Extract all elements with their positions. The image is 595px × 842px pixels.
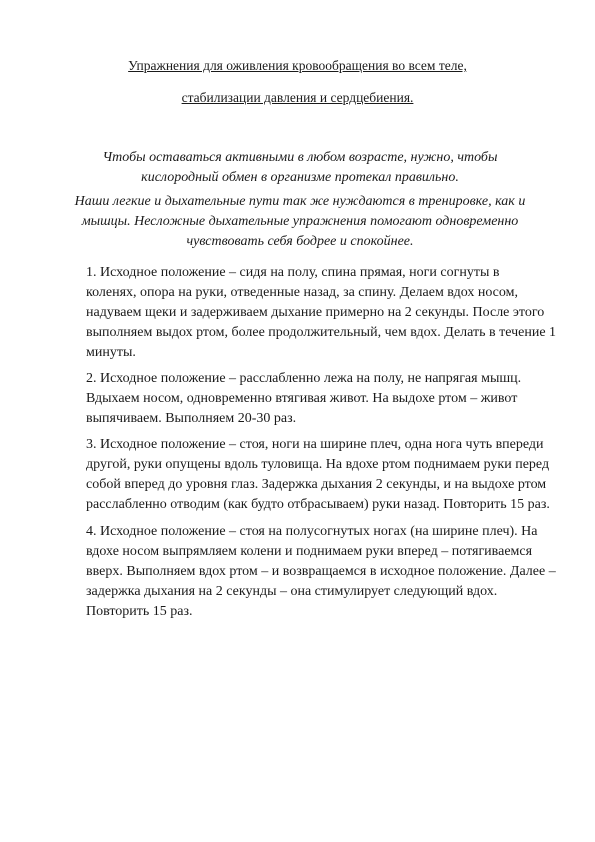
exercise-line: минуты. — [86, 345, 136, 360]
intro-line: мышцы. Несложные дыхательные упражнения помогают одновременно — [81, 214, 519, 229]
document-title-line-1: Упражнения для оживления кровообращения во всем теле, — [128, 58, 467, 73]
exercise-line: вдохе носом выпрямляем колени и поднимаем руки вперед – потягиваемся — [86, 544, 533, 559]
exercise-line: надуваем щеки и задерживаем дыхание примерно на 2 секунды. После этого — [86, 305, 545, 320]
exercise-line: Повторить 15 раз. — [86, 604, 193, 619]
exercise-line: 1. Исходное положение – сидя на полу, спина прямая, ноги согнуты в — [86, 265, 500, 280]
exercise-item-1 — [86, 263, 556, 363]
intro-line: Чтобы оставаться активными в любом возрасте, нужно, чтобы — [102, 150, 498, 165]
exercise-item-3 — [86, 435, 556, 515]
intro-line: Наши легкие и дыхательные пути так же нуждаются в тренировке, как и — [74, 194, 526, 209]
document-title-line-2: стабилизации давления и сердцебиения. — [181, 90, 414, 105]
intro-line: кислородный обмен в организме протекал правильно. — [141, 170, 459, 185]
exercise-line: расслабленно отводим (как будто отбрасываем) руки назад. Повторить 15 раз. — [86, 497, 550, 512]
intro-paragraph-2 — [70, 192, 530, 252]
exercise-line: вверх. Выполняем вдох ртом – и возвращаемся в исходное положение. Далее – — [86, 564, 556, 579]
exercise-line: другой, руки опущены вдоль туловища. На вдохе ртом поднимаем руки перед — [86, 457, 550, 472]
exercise-item-4 — [86, 522, 556, 622]
exercise-line: Вдыхаем носом, одновременно втягивая живот. На выдохе ртом – живот — [86, 391, 518, 406]
exercise-line: выпячиваем. Выполняем 20-30 раз. — [86, 411, 297, 426]
exercise-line: 4. Исходное положение – стоя на полусогнутых ногах (на ширине плеч). На — [86, 524, 538, 539]
exercise-line: выполняем выдох ртом, более продолжительный, чем вдох. Делать в течение 1 — [86, 325, 557, 340]
exercise-line: коленях, опора на руки, отведенные назад, за спину. Делаем вдох носом, — [86, 285, 518, 300]
intro-paragraph-1 — [70, 148, 530, 188]
intro-line: чувствовать себя бодрее и спокойнее. — [186, 234, 414, 249]
exercise-item-2 — [86, 369, 556, 429]
exercise-line: 2. Исходное положение – расслабленно лежа на полу, не напрягая мышц. — [86, 371, 522, 386]
exercise-line: задержка дыхания на 2 секунды – она стимулирует следующий вдох. — [86, 584, 498, 599]
exercise-line: собой вперед до уровня глаз. Задержка дыхания 2 секунды, и на выдохе ртом — [86, 477, 547, 492]
exercise-line: 3. Исходное положение – стоя, ноги на ширине плеч, одна нога чуть впереди — [86, 437, 544, 452]
